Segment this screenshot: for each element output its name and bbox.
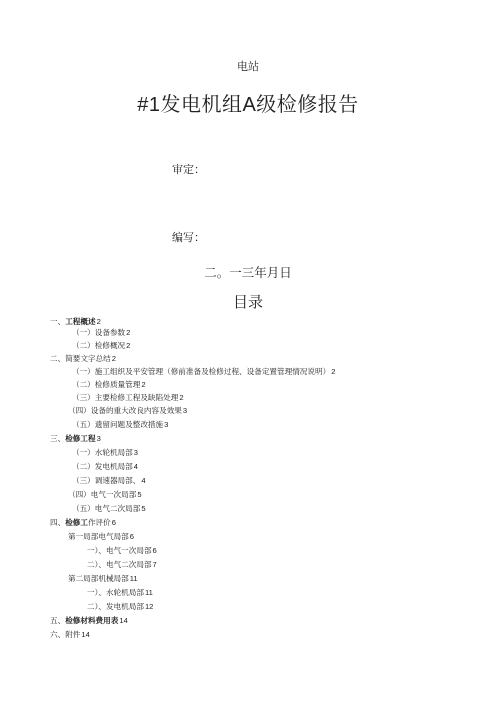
toc-entry-number: 一） <box>87 546 99 555</box>
toc-entry-page: 3 <box>96 434 101 443</box>
toc-entry-title: 电气一次局部 <box>90 490 137 499</box>
toc-entry <box>50 630 90 640</box>
toc-entry-page: 6 <box>111 518 116 527</box>
toc-entry <box>50 317 101 327</box>
toc-entry-bold-title: 检修材料费用表 <box>65 616 119 625</box>
toc-entry <box>87 560 157 570</box>
toc-entry-title: 遗留问题及整改措施 <box>94 420 164 429</box>
toc-entry-page: 2 <box>179 393 184 402</box>
toc-entry-number: （三） <box>72 476 95 485</box>
toc-entry-number: （二） <box>72 380 95 389</box>
toc-entry-number: （四） <box>68 406 91 415</box>
toc-entry <box>72 462 138 472</box>
toc-entry-page: 6 <box>129 532 134 541</box>
toc-entry-page: 3 <box>164 420 169 429</box>
toc-entry-page: 6 <box>152 546 157 555</box>
toc-entry <box>50 354 116 364</box>
toc-entry-title: 水轮机局部 <box>94 448 133 457</box>
toc-title: 目录 <box>232 294 263 311</box>
toc-entry-title: 设备的重大改良内容及效果 <box>90 406 182 415</box>
toc-entry-title: 检修概况 <box>94 341 126 350</box>
toc-entry <box>50 518 116 528</box>
toc-entry-title: 第二局部机械局部 <box>68 574 129 583</box>
toc-entry-page: 11 <box>144 588 153 597</box>
toc-entry-number: （五） <box>72 420 95 429</box>
toc-entry-page: 4 <box>133 462 138 471</box>
toc-entry-title: 施工组织及平安管理（修前准备及检修过程、设备定置管理情况说明） <box>94 367 331 376</box>
toc-entry <box>72 504 146 514</box>
toc-entry-page: 14 <box>81 630 90 639</box>
toc-entry-title: 、发电机局部 <box>98 602 144 611</box>
toc-entry <box>87 602 153 612</box>
toc-entry-number: 五、 <box>50 616 66 625</box>
toc-entry-title: 电气二次局部 <box>94 504 141 513</box>
toc-entry-number: （四） <box>68 490 91 499</box>
toc-entry-page: 7 <box>152 560 157 569</box>
toc-entry-page: 2 <box>141 380 146 389</box>
report-date: 二。一三年月日 <box>204 265 292 280</box>
toc-entry <box>72 328 130 338</box>
toc-entry-number: 二） <box>87 560 99 569</box>
toc-entry-title: 主要检修工程及缺陷处理 <box>94 393 179 402</box>
toc-entry-bold-title: 检修工程 <box>65 434 96 443</box>
toc-entry <box>72 420 168 430</box>
station-name: 电站 <box>237 60 259 73</box>
toc-entry <box>72 380 146 390</box>
toc-entry-title: 、水轮机局部 <box>98 588 144 597</box>
toc-entry <box>72 367 335 377</box>
toc-entry <box>72 341 130 351</box>
toc-entry-title: 设备参数 <box>94 328 126 337</box>
review-label: 审定： <box>172 163 205 176</box>
toc-entry-title: 、电气一次局部 <box>98 546 152 555</box>
toc-entry-number: （一） <box>72 328 95 337</box>
toc-entry-page: 5 <box>137 490 142 499</box>
toc-entry <box>72 476 146 486</box>
toc-entry <box>68 490 142 500</box>
toc-entry-title: 附件 <box>65 630 81 639</box>
toc-entry-page: 3 <box>182 406 188 415</box>
toc-entry <box>72 393 184 403</box>
toc-entry-page: 3 <box>133 448 138 457</box>
toc-entry-number: 六、 <box>50 630 66 639</box>
toc-entry <box>50 616 128 626</box>
toc-entry-page: 2 <box>126 341 131 350</box>
toc-entry <box>68 406 187 416</box>
toc-entry-number: 一） <box>87 588 99 597</box>
toc-entry-number: 二） <box>87 602 99 611</box>
toc-entry <box>50 434 101 444</box>
toc-entry-page: 2 <box>331 367 336 376</box>
toc-entry <box>87 546 157 556</box>
toc-entry <box>87 588 153 598</box>
toc-entry-number: （二） <box>72 462 95 471</box>
toc-entry-title: 发电机局部 <box>94 462 133 471</box>
toc-entry-number: 四、 <box>50 518 66 527</box>
report-title: #1发电机组A级检修报告 <box>137 94 359 116</box>
toc-entry-number: （一） <box>72 448 95 457</box>
toc-entry-bold-title: 工程概述 <box>65 317 96 326</box>
toc-entry-number: （五） <box>72 504 95 513</box>
toc-entry <box>68 574 138 584</box>
toc-entry <box>68 532 134 542</box>
toc-entry-page: 4 <box>141 476 146 485</box>
toc-entry-page: 2 <box>126 328 131 337</box>
toc-entry-page: 14 <box>119 616 128 625</box>
toc-entry-title: 第一局部电气局部 <box>68 532 129 541</box>
toc-entry-page: 12 <box>144 602 154 611</box>
toc-entry-title: 作评价 <box>87 518 111 527</box>
toc-entry-title: 、电气二次局部 <box>98 560 152 569</box>
author-label: 编写： <box>172 231 205 244</box>
toc-entry-page: 2 <box>96 317 101 326</box>
toc-entry-number: （二） <box>72 341 95 350</box>
toc-entry-bold-title: 检修工 <box>65 518 88 527</box>
toc-entry-number: 二、 <box>50 354 66 363</box>
toc-entry-title: 调速器局部、 <box>94 476 141 485</box>
toc-entry-number: （一） <box>72 367 95 376</box>
toc-entry-page: 11 <box>129 574 138 583</box>
toc-entry-title: 检修质量管理 <box>94 380 141 389</box>
toc-entry-number: 一、 <box>50 317 66 326</box>
toc-entry-page: 5 <box>141 504 146 513</box>
toc-entry-number: （三） <box>72 393 95 402</box>
toc-entry <box>72 448 138 458</box>
toc-entry-title: 简要文字总结 <box>65 354 111 363</box>
toc-entry-number: 三、 <box>50 434 66 443</box>
toc-entry-page: 2 <box>111 354 116 363</box>
